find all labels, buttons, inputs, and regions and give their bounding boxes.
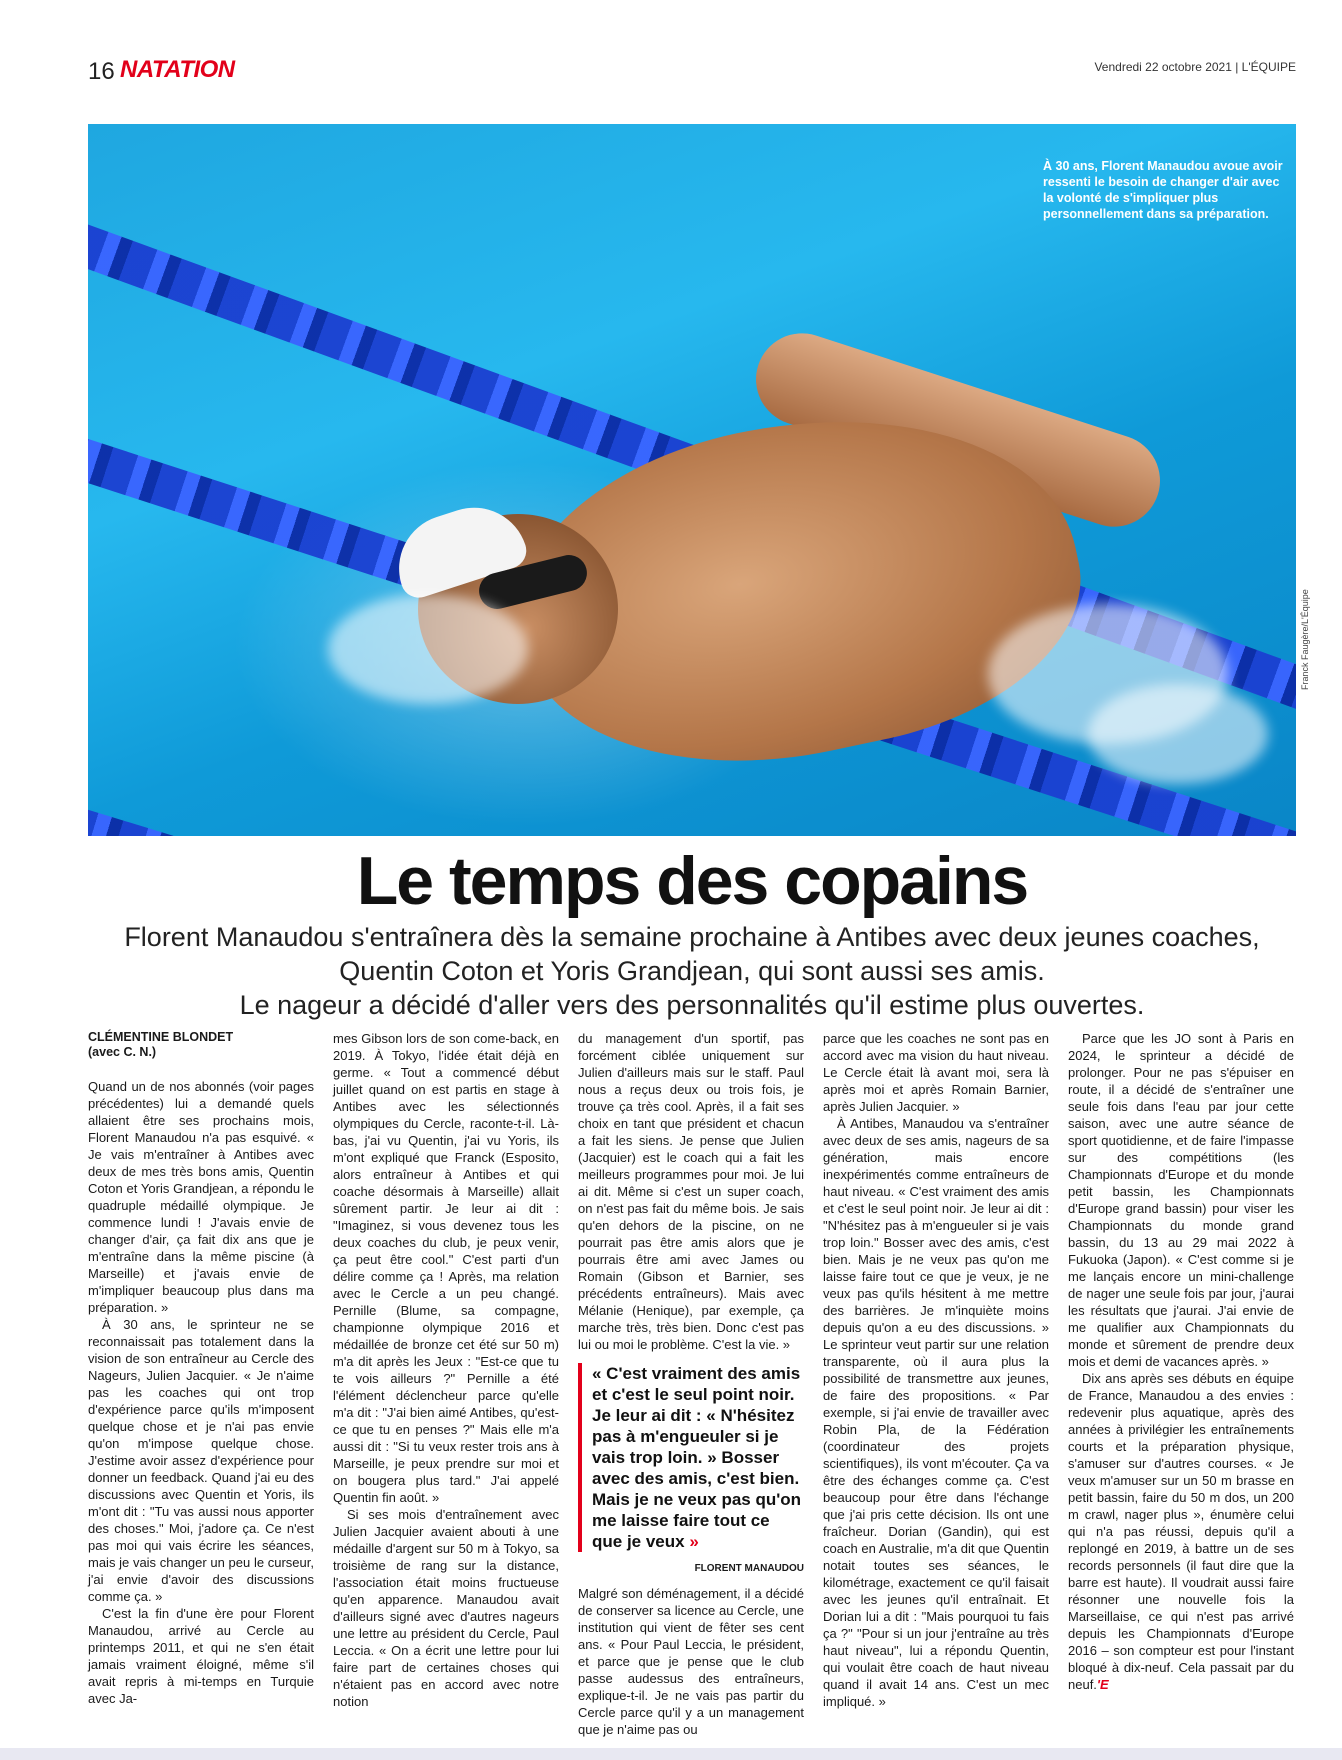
bottom-bar <box>0 1748 1342 1760</box>
paragraph: À Antibes, Manaudou va s'entraîner avec deux de ses amis, nageurs de sa génération, mais encore inexpérimentés comme entraîneurs de haut niveau. « C'est vraiment des amis et c'est le seul point noir. Je leur ai dit : "N'hésitez pas à m'engueuler si je vais trop loin." Bosser avec des amis, c'est bien. Mais je ne veux pas qu'on me laisse faire tout ce que je veux, je ne veux pas qu'ils hésitent à me mettre des barrières. Je m'inquiète moins depuis qu'on a eu des discussions. » Le sprinteur veut partir sur une relation transparente, où il aura plus la possibilité de transmettre aux jeunes, de faire des propositions. « Par exemple, si j'ai envie de travailler avec Robin Pla, de la Fédération (coordinateur des projets scientifiques), ils vont m'écouter. Ça va être des échanges comme ça. C'est beaucoup pour être dans l'échange que j'ai pris cette décision. Ils ont une fraîcheur. Dorian (Gandin), qui est coach en Australie, m'a dit que Quentin notait toutes ses séances, le kilométrage, exactement ce qu'il faisait avec les jeunes qu'il entraînait. Et Dorian lui a dit : "Mais pourquoi tu fais ça ?" "Pour si un jour j'entraîne au très haut niveau", lui a répondu Quentin, qui voulait être coach de haut niveau quand il avait 14 ans. C'est un mec impliqué. » <box>823 1116 1049 1709</box>
deck <box>88 920 1296 1022</box>
photo-caption: À 30 ans, Florent Manaudou avoue avoir ressenti le besoin de changer d'air avec la volonté de s'impliquer plus personnellement dans sa préparation. <box>1043 159 1283 221</box>
water-splash <box>328 594 528 704</box>
end-mark-icon: 'E <box>1096 1677 1109 1692</box>
column-4 <box>823 1030 1049 1710</box>
column-3 <box>578 1030 804 1738</box>
quote-mark-icon: » <box>689 1532 699 1551</box>
paragraph: À 30 ans, le sprinteur ne se reconnaissait pas totalement dans la vision de son entraîneur au Cercle des Nageurs, Julien Jacquier. « Je n'aime pas les coaches qui ont trop d'expérience parce qu'ils m'imposent quelque chose et je n'ai pas envie qu'on m'impose quelque chose. J'estime avoir assez d'expérience pour donner un feedback. Quand j'ai eu des discussions avec Quentin et Yoris, ils m'ont dit : "Tu vas aussi nous apporter des choses." Moi, j'adore ça. Ce n'est pas moi qui vais écrire les séances, mais je vais changer un peu le curseur, j'ai envie d'avoir des discussions comme ça. » <box>88 1317 314 1604</box>
byline-with: (avec C. N.) <box>88 1045 157 1059</box>
paragraph: mes Gibson lors de son come-back, en 2019. À Tokyo, l'idée était déjà en germe. « Tout a commencé début juillet quand on est partis en stage à Antibes avec les sélectionnés olympiques du Cercle, raconte-t-il. Là-bas, j'ai vu Quentin, j'ai vu Yoris, ils m'ont expliqué que Franck (Esposito, alors entraîneur à Antibes et qui coache désormais à Marseille) allait sûrement partir. Je leur ai dit : "Imaginez, si vous devenez tous les deux coaches du club, je peux venir, ça peut être cool." C'est parti d'un délire comme ça ! Après, ma relation avec le Cercle a un peu changé. Pernille (Blume, sa compagne, championne olympique 2016 et médaillée de bronze cet été sur 50 m) m'a dit après les Jeux : "Est-ce que tu te vois ailleurs ?" Pernille a été l'élément déclencheur parce qu'elle m'a dit : "J'ai bien aimé Antibes, qu'est-ce que tu en penses ?" Mais elle m'a aussi dit : "Si tu veux rester trois ans à Marseille, je peux prendre sur moi et on bougera plus tard." J'ai appelé Quentin fin août. » <box>333 1031 559 1505</box>
byline: CLÉMENTINE BLONDET <box>88 1030 234 1044</box>
pull-quote-attribution: FLORENT MANAUDOU <box>694 1563 804 1574</box>
photo-credit: Franck Faugère/L'Équipe <box>1300 589 1310 690</box>
paragraph: C'est la fin d'une ère pour Florent Manaudou, arrivé au Cercle au printemps 2011, et qui ne s'en était jamais vraiment éloigné, même s'il avait repris à mi-temps en Turquie avec Ja- <box>88 1606 314 1706</box>
paragraph <box>1068 1370 1294 1693</box>
column-5 <box>1068 1030 1294 1693</box>
pull-quote-text: « C'est vraiment des amis et c'est le seul point noir. Je leur ai dit : « N'hésitez pas à m'engueuler si je vais trop loin. » Bosser avec des amis, c'est bien. Mais je ne veux pas qu'on me laisse faire tout ce que je veux <box>592 1364 802 1551</box>
column-2 <box>333 1030 559 1710</box>
paragraph: Parce que les JO sont à Paris en 2024, le sprinteur a décidé de prolonger. Pour ne pas s'épuiser en route, il a décidé de s'entraîner une seule fois dans l'eau par jour cette saison, avec une autre séance de sport quotidienne, et de faire l'impasse sur des compétitions (les Championnats d'Europe et du monde petit bassin, les Championnats d'Europe grand bassin) pour viser les Championnats du monde grand bassin, du 13 au 29 mai 2022 à Fukuoka (Japon). « C'est comme si je me lançais encore un mini-challenge de nager une seule fois par jour, j'aurai les résultats que j'aurai. J'ai envie de me qualifier aux Championnats du monde et sûrement de prendre deux mois et demi de vacances après. » <box>1068 1031 1294 1369</box>
water-splash <box>1088 684 1268 784</box>
article-body <box>88 1030 1296 1737</box>
section-rubric: NATATION <box>120 56 235 83</box>
paragraph: Si ses mois d'entraînement avec Julien Jacquier avaient abouti à une médaille d'argent sur 50 m à Tokyo, sa troisième de rang sur la distance, l'association était moins fructueuse qu'en apparence. Manaudou avait d'ailleurs signé avec d'autres nageurs une lettre au président du Cercle, Paul Leccia. « On a écrit une lettre pour lui faire part de certaines choses qui n'étaient pas en accord avec notre notion <box>333 1507 559 1709</box>
page-header <box>88 54 1296 88</box>
deck-line: Le nageur a décidé d'aller vers des personnalités qu'il estime plus ouvertes. <box>239 990 1145 1020</box>
paragraph: du management d'un sportif, pas forcément ciblée uniquement sur Julien d'ailleurs mais sur le staff. Paul nous a reçus deux ou trois fois, je trouve ça très cool. Après, il a fait ses choix en tant que président et chacun a fait les siens. Je pense que Julien (Jacquier) est le coach qui a fait les meilleurs programmes pour moi. Je lui ai dit. Même si c'est un super coach, on n'est pas fait du même bois. Je sais qu'en dehors de la piscine, on ne pourrait pas être amis alors que je pourrais être ami avec James ou Romain (Gibson et Barnier, ses précédents entraîneurs). Mais avec Mélanie (Henique), par exemple, ça marche très, très bien. Donc c'est pas lui ou moi le problème. C'est la vie. » <box>578 1031 804 1352</box>
paragraph: parce que les coaches ne sont pas en accord avec ma vision du haut niveau. Le Cercle était là avant moi, sera là après moi et après Romain Barnier, après Julien Jacquier. » <box>823 1031 1049 1114</box>
column-1 <box>88 1030 314 1707</box>
paragraph: Malgré son déménagement, il a décidé de conserver sa licence au Cercle, une institution qui vient de fêter ses cent ans. « Pour Paul Leccia, le président, et parce que je pense que le club passe audessus des entraîneurs, explique-t-il. Je ne vais pas partir du Cercle parce qu'il y a un management que je n'aime pas ou <box>578 1586 804 1737</box>
dateline: Vendredi 22 octobre 2021 | L'ÉQUIPE <box>1094 60 1296 74</box>
paragraph-text: Dix ans après ses débuts en équipe de France, Manaudou a des envies : redevenir plus aquatique, après des années à privilégier les entraînements courts et la préparation physique, s'amuser sur d'autres courses. « Je veux m'amuser sur un 50 m brasse en petit bassin, faire du 50 m dos, un 200 m crawl, nager plus », énumère celui qui n'a pas réussi, depuis qu'il a replongé en 2019, à battre un de ses records personnels (il faut dire que la barre est haute). Il voudrait aussi faire résonner une nouvelle fois la Marseillaise, ce qui n'est pas arrivé depuis les Championnats d'Europe 2016 – son compteur est pour l'instant bloqué à dix-neuf. Cela passait par du neuf. <box>1068 1371 1294 1692</box>
deck-line: Quentin Coton et Yoris Grandjean, qui sont aussi ses amis. <box>339 956 1045 986</box>
headline: Le temps des copains <box>356 843 1028 919</box>
deck-line: Florent Manaudou s'entraînera dès la semaine prochaine à Antibes avec deux jeunes coaches, <box>124 922 1260 952</box>
paragraph: Quand un de nos abonnés (voir pages précédentes) lui a demandé quels allaient être ses prochains mois, Florent Manaudou n'a pas esquivé. « Je vais m'entraîner à Antibes avec deux de mes très bons amis, Quentin Coton et Yoris Grandjean, a répondu le quadruple médaillé olympique. Je commence lundi ! J'avais envie de changer d'air, ça fait dix ans que je m'entraîne dans la même piscine (à Marseille) et j'avais envie de m'impliquer beaucoup plus dans ma préparation. » <box>88 1079 314 1315</box>
pull-quote <box>578 1363 804 1552</box>
main-photo <box>88 124 1296 836</box>
page-number: 16 <box>88 58 115 85</box>
